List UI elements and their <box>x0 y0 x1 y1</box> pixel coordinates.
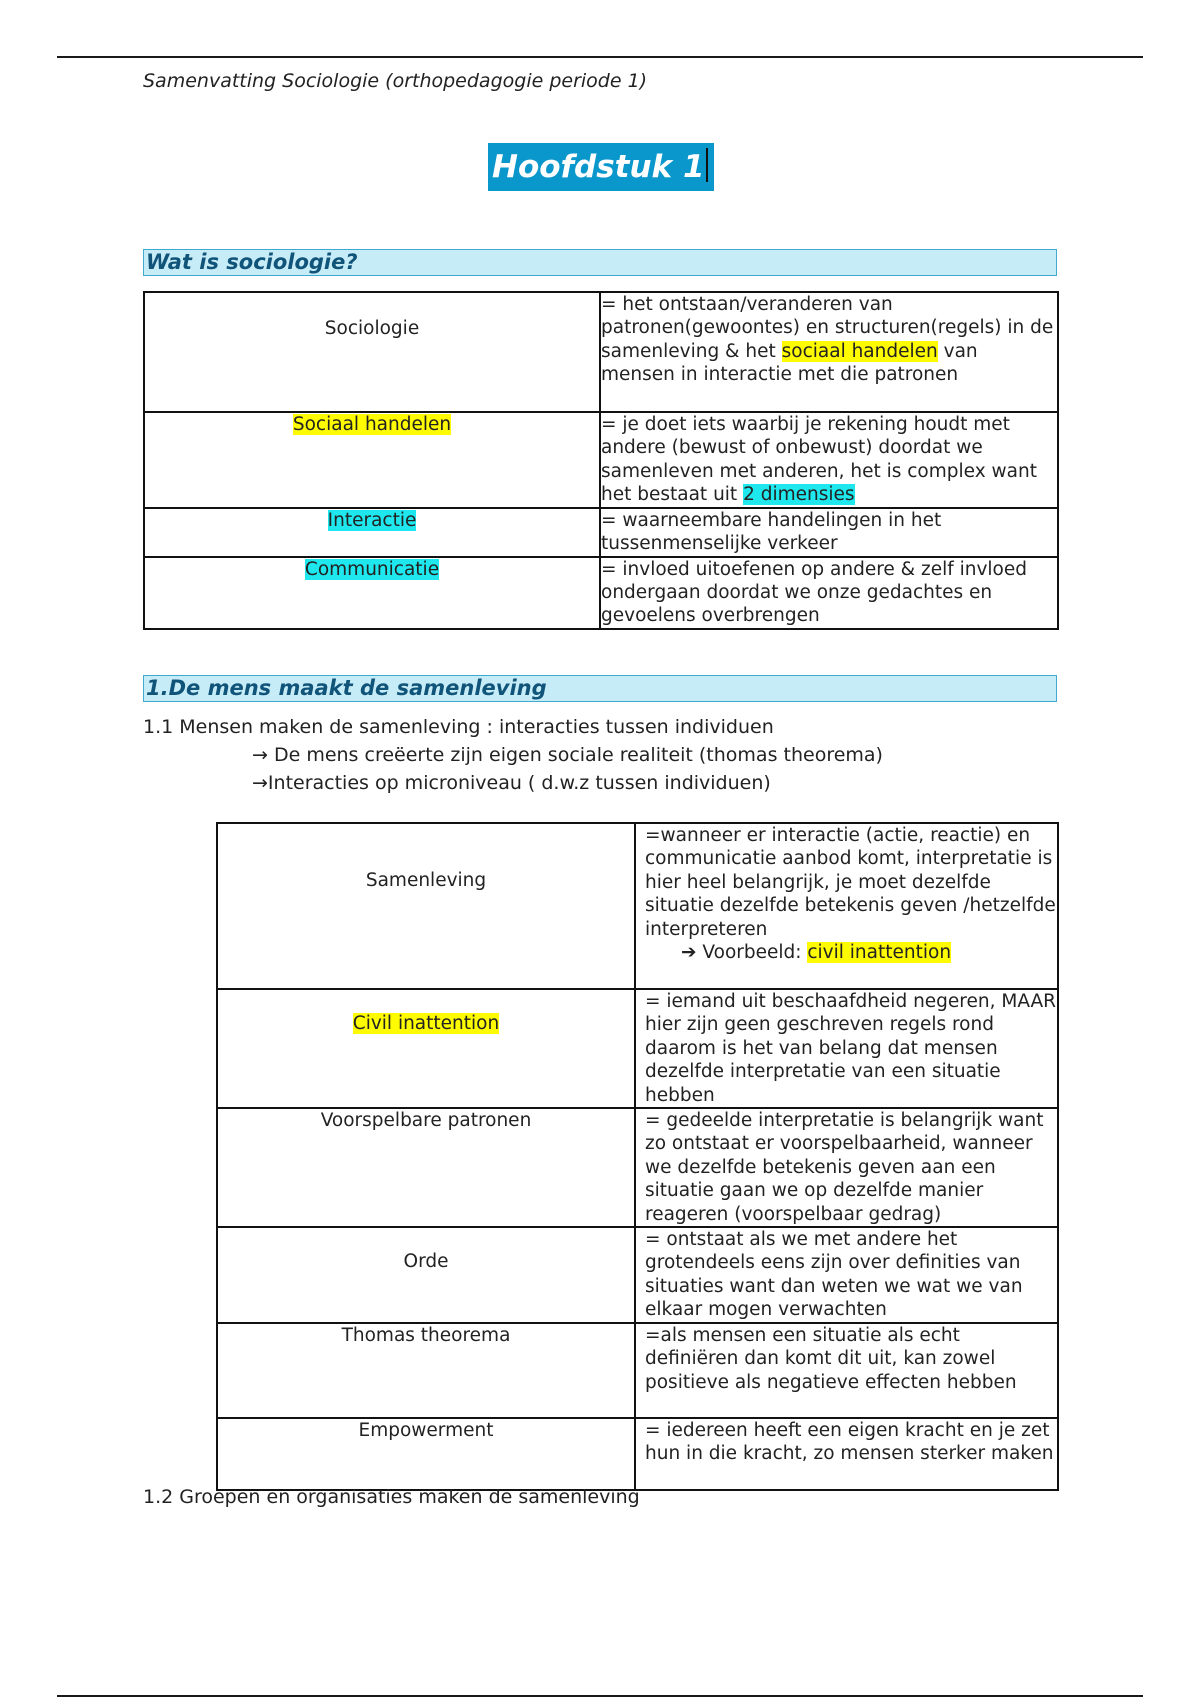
definition-text: = gedeelde interpretatie is belangrijk want zo ontstaat er voorspelbaarheid, wanneer we dezelfde betekenis geven aan een situatie gaan we op dezelfde manier reageren (voorspelbaar gedrag) <box>645 1110 1044 1225</box>
table-row <box>144 412 1058 508</box>
table-row <box>144 292 1058 412</box>
term-communicatie: Communicatie <box>304 558 440 580</box>
definition-text-end: van mensen in interactie met die patronen <box>601 340 978 386</box>
subsection-1-2: 1.2 Groepen en organisaties maken de samenleving <box>143 1486 640 1508</box>
table-row <box>217 1418 1058 1490</box>
table-row <box>217 989 1058 1108</box>
table-row <box>217 823 1058 989</box>
definition-cell <box>600 412 1058 508</box>
section-heading-wat-is-sociologie: Wat is sociologie? <box>143 249 1057 276</box>
highlight-2-dimensies: 2 dimensies <box>743 484 855 506</box>
term-orde: Orde <box>403 1251 449 1273</box>
definition-cell <box>635 1323 1058 1418</box>
definition-text: = ontstaat als we met andere het grotendeels eens zijn over definities van situaties want dan weten we wat we van elkaar mogen verwachten <box>645 1229 1023 1321</box>
definition-cell <box>635 1418 1058 1490</box>
definition-text: = het ontstaan/veranderen van patronen(gewoontes) en structuren(regels) in de samenleving & het <box>601 294 1054 362</box>
term-thomas-theorema: Thomas theorema <box>341 1324 511 1346</box>
arrow-right-icon: ➔ <box>681 942 697 964</box>
highlight-sociaal-handelen: sociaal handelen <box>781 340 938 362</box>
definition-text: = iedereen heeft een eigen kracht en je zet hun in die kracht, zo mensen sterker maken <box>645 1419 1054 1465</box>
section-heading-de-mens-maakt-de-samenleving: 1.De mens maakt de samenleving <box>143 675 1057 702</box>
chapter-title <box>488 143 714 191</box>
term-cell <box>217 1418 635 1490</box>
definition-text: = invloed uitoefenen op andere & zelf invloed ondergaan doordat we onze gedachtes en gevoelens overbrengen <box>601 558 1028 627</box>
term-cell <box>217 823 635 989</box>
term-sociaal-handelen: Sociaal handelen <box>292 414 452 435</box>
definition-cell <box>600 508 1058 557</box>
term-cell <box>217 989 635 1108</box>
term-sociologie: Sociologie <box>324 318 420 339</box>
example-line <box>645 941 1057 964</box>
definition-text: =wanneer er interactie (actie, reactie) en communicatie aanbod komt, interpretatie is hier heel belangrijk, je moet dezelfde situatie dezelfde betekenis geven /hetzelfde interpreteren <box>645 825 1056 940</box>
definition-cell <box>635 989 1058 1108</box>
running-header: Samenvatting Sociologie (orthopedagogie periode 1) <box>143 70 648 92</box>
term-cell <box>144 557 600 629</box>
definition-text: = je doet iets waarbij je rekening houdt met andere (bewust of onbewust) doordat we samenleven met anderen, het is complex want het bestaat uit <box>601 414 1037 506</box>
term-civil-inattention: Civil inattention <box>352 1013 500 1034</box>
definition-cell <box>600 557 1058 629</box>
table-row <box>144 508 1058 557</box>
table-row <box>217 1323 1058 1418</box>
bullet-microniveau: →Interacties op microniveau ( d.w.z tussen individuen) <box>252 772 771 794</box>
term-samenleving: Samenleving <box>365 870 487 891</box>
definition-cell <box>635 1108 1058 1227</box>
subsection-1-1: 1.1 Mensen maken de samenleving : interacties tussen individuen <box>143 716 774 738</box>
header-rule <box>57 56 1143 58</box>
definitions-table-1 <box>143 291 1059 630</box>
term-cell <box>144 412 600 508</box>
definition-text: = waarneembare handelingen in het tussenmenselijke verkeer <box>601 509 942 555</box>
term-cell <box>144 292 600 412</box>
table-row <box>144 557 1058 629</box>
definition-cell <box>635 823 1058 989</box>
table-row <box>217 1227 1058 1323</box>
footer-rule <box>57 1695 1143 1697</box>
highlight-civil-inattention: civil inattention <box>807 942 952 964</box>
definition-cell <box>635 1227 1058 1323</box>
definition-text: =als mensen een situatie als echt definiëren dan komt dit uit, kan zowel positieve als negatieve effecten hebben <box>645 1324 1017 1393</box>
definitions-table-2 <box>216 822 1059 1491</box>
text-cursor <box>706 148 708 182</box>
term-interactie: Interactie <box>327 509 417 531</box>
term-voorspelbare-patronen: Voorspelbare patronen <box>320 1110 532 1132</box>
example-label: Voorbeeld: <box>702 942 808 964</box>
term-empowerment: Empowerment <box>358 1419 494 1441</box>
term-cell <box>217 1323 635 1418</box>
table-row <box>217 1108 1058 1227</box>
term-cell <box>144 508 600 557</box>
bullet-thomas-theorema: → De mens creëerte zijn eigen sociale realiteit (thomas theorema) <box>252 744 883 766</box>
definition-cell <box>600 292 1058 412</box>
term-cell <box>217 1108 635 1227</box>
definition-text: = iemand uit beschaafdheid negeren, MAAR hier zijn geen geschreven regels rond daarom is het van belang dat mensen dezelfde interpretatie van een situatie hebben <box>645 991 1057 1106</box>
chapter-title-text: Hoofdstuk 1 <box>492 149 705 185</box>
term-cell <box>217 1227 635 1323</box>
